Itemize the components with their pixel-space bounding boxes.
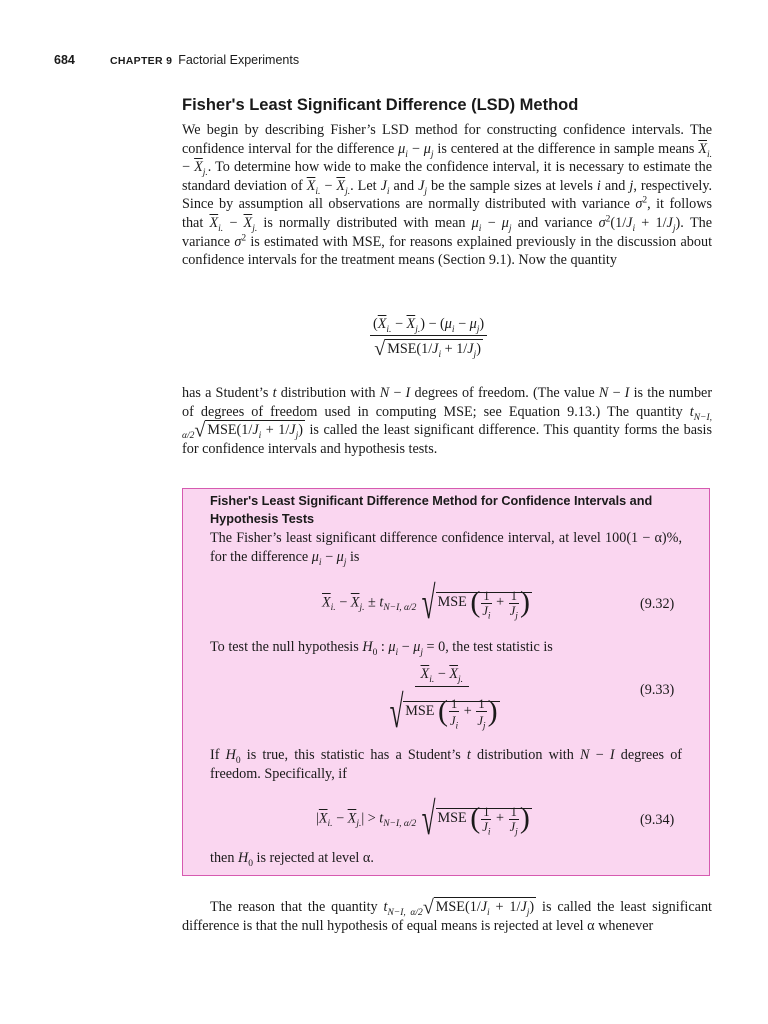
intro-paragraph: We begin by describing Fisher’s LSD method for constructing confidence intervals. The confidence interval for the difference $\mu_i - \mu_j$ is centered at the difference in sample means $\overline{X}_{i.} - \overline{X}_{j.}$. To determine how wide to make the confidence interval, it is necessary to estimate the standard deviation of $\overline{X}_{i.} - \overline{X}_{j.}$. Let $J_i$ and $J_j$ be the sample sizes at levels i and j, respectively. Since by assumption all observations are normally distributed with variance $\sigma^2$, it follows that $\overline{X}_{i.} - \overline{X}_{j.}$ is normally distributed with mean $\mu_i - \mu_j$ and variance $\sigma^2(1/J_i + 1/J_j)$. The variance $\sigma^2$ is estimated with MSE, for reasons explained previously in the discussion about confidence intervals for the treatment means (Section 9.1). Now the quantity <box>182 122 713 269</box>
equation-9-34: $|\overline{X}_{i.} - \overline{X}_{j.}| > t_{N-I, \alpha/2}$ √ MSE ( $\frac{1}{J_i}$ + $\frac{1}{J_j}$ ) <box>316 793 530 844</box>
closing-paragraph: The reason that the quantity $t_{N-I, \alpha/2}√$ $MSE(1/J_i + 1/J_j)$ is called the least significant difference is that the null hypothesis of equal means is rejected at level α whenever <box>182 896 712 935</box>
running-header <box>54 53 299 67</box>
section-title: Fisher's Least Significant Difference (LSD) Method <box>182 96 579 114</box>
quantity-equation: $\frac{(\overline{X}_{i.} - \overline{X}_{j.}) - (\mu_i - \mu_j)}{√ MSE(1/J_i + 1/J_j)}$ <box>370 316 487 361</box>
distribution-paragraph: has a Student’s t distribution with N − I degrees of freedom. (The value N − I is the number of degrees of freedom used in computing MSE; see Equation 9.13.) The quantity $t_{N-I, \alpha/2}√$ $MSE(1/J_i + 1/J_j)$ is called the least significant difference. This quantity forms the basis for confidence intervals and hypothesis tests. <box>182 385 713 458</box>
equation-number-9-34: (9.34) <box>640 812 675 828</box>
equation-number-9-33: (9.33) <box>640 682 675 698</box>
chapter-title: Factorial Experiments <box>178 53 300 67</box>
equation-9-32: $\overline{X}_{i.} - \overline{X}_{j.} \pm t_{N-I, \alpha/2}$ √ MSE ( $\frac{1}{J_i}$ + $\frac{1}{J_j}$ ) <box>322 577 530 628</box>
box-paragraph-3: If $H_0$ is true, this statistic has a Student’s t distribution with N − I degrees of freedom. Specifically, if <box>210 747 683 782</box>
box-paragraph-2: To test the null hypothesis $H_0$ : $\mu_i - \mu_j = 0$, the test statistic is <box>210 639 553 658</box>
box-paragraph-1: The Fisher’s least significant difference confidence interval, at level 100(1 − α)%, for the difference $\mu_i - \mu_j$ is <box>210 530 682 568</box>
page-number: 684 <box>54 53 75 67</box>
equation-9-33: $\overline{X}_{i.} - \overline{X}_{j.}$ √ MSE ( $\frac{1}{J_i}$ + $\frac{1}{J_j}$ ) <box>389 666 498 737</box>
equation-number-9-32: (9.32) <box>640 596 675 612</box>
box-title: Fisher's Least Significant Difference Method for Confidence Intervals and Hypothesis Tests <box>210 494 653 526</box>
chapter-label: CHAPTER 9 <box>110 55 173 67</box>
box-paragraph-4: then $H_0$ is rejected at level α. <box>210 850 374 869</box>
